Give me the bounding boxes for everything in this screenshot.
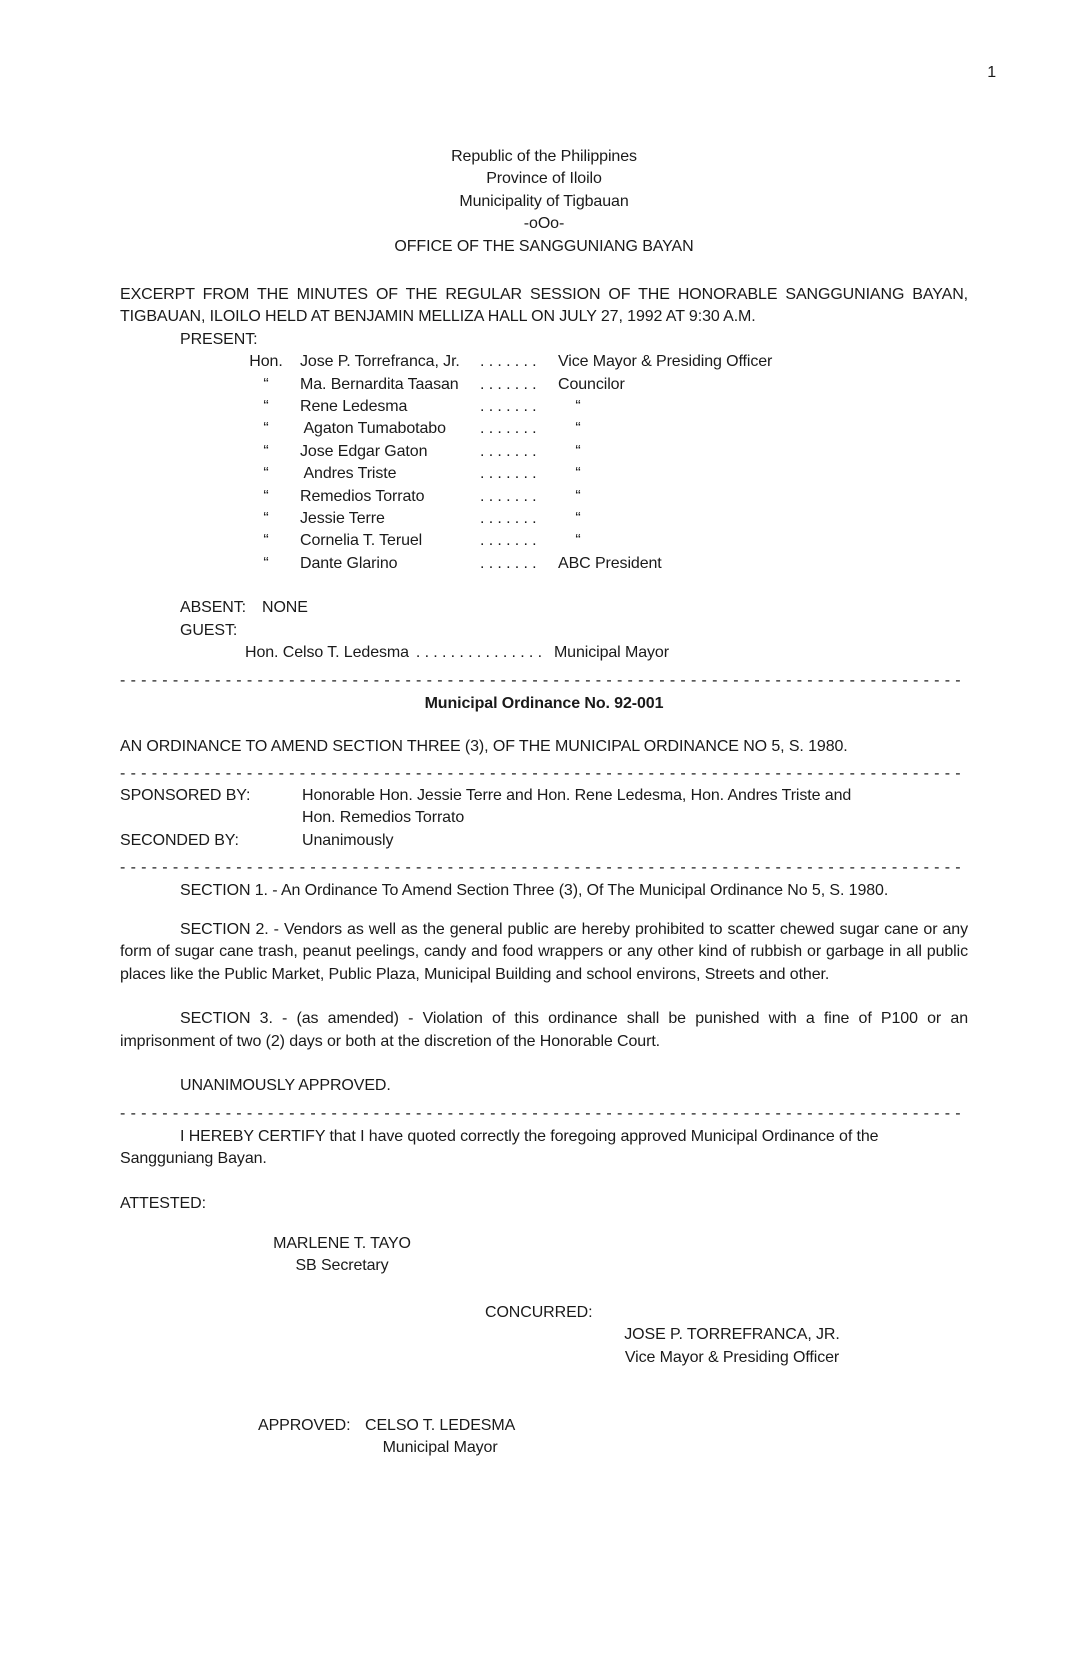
section-2-paragraph: SECTION 2. - Vendors as well as the general public are hereby prohibited to scatter chewed sugar cane or any form of sugar cane trash, peanut peelings, candy and food wrappers or any other kind of rubbish or garbage in all public places like the Public Market, Public Plaza, Municipal Building and school environs, Streets and other.	[120, 920, 968, 983]
attendee-position: “	[558, 420, 581, 438]
sponsored-value-line1: Honorable Hon. Jessie Terre and Hon. Rene Ledesma, Hon. Andres Triste and	[302, 786, 852, 804]
attendee-name: Jose P. Torrefranca, Jr.	[300, 353, 460, 371]
attendee-dots: . . . . . . .	[480, 398, 537, 416]
attendee-prefix: “	[263, 465, 269, 483]
attendee-dots: . . . . . . .	[480, 353, 537, 371]
attendee-position: Councilor	[558, 375, 625, 393]
excerpt-paragraph: EXCERPT FROM THE MINUTES OF THE REGULAR SESSION OF THE HONORABLE SANGGUNIANG BAYAN, TIGBAUAN, ILOILO HELD AT BENJAMIN MELLIZA HALL ON JULY 27, 1992 AT 9:30 A.M.	[120, 286, 968, 326]
attendee-name: Ma. Bernardita Taasan	[300, 375, 459, 393]
attendee-name: Jessie Terre	[300, 509, 385, 527]
separator-line: - - - - - - - - - - - - - - - - - - - - - - - - - - - - - - - - - - - - - - - - - - - - - - - - - - - - - - - - - - - - - - - - - - - - - - - - - - - - - - - -	[120, 764, 962, 782]
mayor-title: Municipal Mayor	[382, 1439, 498, 1457]
guest-position: Municipal Mayor	[553, 643, 669, 661]
attendee-dots: . . . . . . .	[480, 532, 537, 550]
guest-label: GUEST:	[180, 621, 238, 639]
attendee-list	[232, 351, 968, 575]
attendee-dots: . . . . . . .	[480, 420, 537, 438]
attendee-prefix: “	[263, 487, 269, 505]
attendee-position: “	[558, 398, 581, 416]
attendee-name: Remedios Torrato	[300, 487, 425, 505]
attendee-position: “	[558, 442, 581, 460]
guest-dots: . . . . . . . . . . . . . . .	[415, 643, 542, 661]
attendee-prefix: “	[263, 398, 269, 416]
mayor-signature-block	[365, 1415, 515, 1460]
seconded-value: Unanimously	[302, 831, 394, 849]
attendee-prefix: “	[263, 532, 269, 550]
attendee-row	[232, 486, 968, 508]
attendee-row	[232, 508, 968, 530]
document-header	[120, 146, 968, 258]
attendee-dots: . . . . . . .	[480, 442, 537, 460]
approval-statement: UNANIMOUSLY APPROVED.	[180, 1077, 391, 1095]
attendee-name: Agaton Tumabotabo	[300, 420, 446, 438]
mayor-name: CELSO T. LEDESMA	[365, 1417, 516, 1435]
attendee-position: “	[558, 532, 581, 550]
vice-mayor-name: JOSE P. TORREFRANCA, JR.	[624, 1326, 840, 1344]
absent-label: ABSENT:	[180, 599, 246, 617]
attendee-prefix: Hon.	[249, 353, 283, 371]
attendee-dots: . . . . . . .	[480, 375, 537, 393]
attendee-prefix: “	[263, 442, 269, 460]
sponsored-value	[302, 785, 851, 830]
attendee-name: Cornelia T. Teruel	[300, 532, 423, 550]
attendee-row	[232, 463, 968, 485]
approved-row	[258, 1415, 968, 1460]
approved-label: APPROVED:	[258, 1417, 351, 1435]
attendee-row	[232, 351, 968, 373]
attested-label: ATTESTED:	[120, 1194, 206, 1212]
absent-value: NONE	[262, 599, 308, 617]
section-1-paragraph: SECTION 1. - An Ordinance To Amend Section Three (3), Of The Municipal Ordinance No 5, S. 1980.	[180, 881, 889, 899]
separator-line: - - - - - - - - - - - - - - - - - - - - - - - - - - - - - - - - - - - - - - - - - - - - - - - - - - - - - - - - - - - - - - - - - - - - - - - - - - - - - - - -	[120, 1105, 962, 1123]
sponsored-label: SPONSORED BY:	[120, 786, 251, 804]
guest-name: Hon. Celso T. Ledesma	[245, 643, 409, 661]
attendee-name: Dante Glarino	[300, 554, 398, 572]
present-label: PRESENT:	[180, 330, 258, 348]
attendee-name: Jose Edgar Gaton	[300, 442, 428, 460]
certification-paragraph: I HEREBY CERTIFY that I have quoted correctly the foregoing approved Municipal Ordinance of the Sangguniang Bayan.	[120, 1127, 879, 1168]
header-province: Province of Iloilo	[486, 170, 602, 188]
attendee-row	[232, 374, 968, 396]
seconded-row	[120, 830, 968, 852]
attendee-row	[232, 530, 968, 552]
attendee-dots: . . . . . . .	[480, 509, 537, 527]
separator-line: - - - - - - - - - - - - - - - - - - - - - - - - - - - - - - - - - - - - - - - - - - - - - - - - - - - - - - - - - - - - - - - - - - - - - - - - - - - - - - - -	[120, 859, 962, 877]
absent-row	[180, 597, 968, 619]
attendee-row	[232, 396, 968, 418]
attendee-prefix: “	[263, 420, 269, 438]
guest-row	[245, 642, 968, 664]
header-ooo-divider: -oOo-	[523, 215, 565, 233]
attendee-prefix: “	[263, 509, 269, 527]
attendee-dots: . . . . . . .	[480, 465, 537, 483]
concurred-label: CONCURRED:	[485, 1303, 593, 1321]
secretary-signature-block	[232, 1233, 452, 1278]
secretary-name: MARLENE T. TAYO	[273, 1235, 411, 1253]
header-municipality: Municipality of Tigbauan	[459, 192, 629, 210]
attendee-dots: . . . . . . .	[480, 487, 537, 505]
header-office: OFFICE OF THE SANGGUNIANG BAYAN	[394, 237, 694, 255]
sponsored-value-line2: Hon. Remedios Torrato	[302, 809, 465, 827]
attendee-position: “	[558, 465, 581, 483]
sponsored-row	[120, 785, 968, 830]
attendee-row	[232, 418, 968, 440]
attendee-name: Andres Triste	[300, 465, 397, 483]
page-number: 1	[987, 64, 996, 81]
vice-mayor-signature-block	[582, 1324, 882, 1369]
attendee-row	[232, 441, 968, 463]
attendee-row	[232, 553, 968, 575]
header-republic: Republic of the Philippines	[451, 148, 637, 165]
attendee-dots: . . . . . . .	[480, 554, 537, 572]
attendee-position: ABC President	[558, 554, 662, 572]
section-3-paragraph: SECTION 3. - (as amended) - Violation of this ordinance shall be punished with a fine of P100 or an imprisonment of two (2) days or both at the discretion of the Honorable Court.	[120, 1010, 968, 1050]
attendee-name: Rene Ledesma	[300, 398, 408, 416]
secretary-title: SB Secretary	[295, 1257, 389, 1275]
ordinance-subject: AN ORDINANCE TO AMEND SECTION THREE (3), OF THE MUNICIPAL ORDINANCE NO 5, S. 1980.	[120, 738, 848, 756]
attendee-prefix: “	[263, 554, 269, 572]
separator-line: - - - - - - - - - - - - - - - - - - - - - - - - - - - - - - - - - - - - - - - - - - - - - - - - - - - - - - - - - - - - - - - - - - - - - - - - - - - - - - - -	[120, 672, 962, 690]
attendee-position: “	[558, 509, 581, 527]
attendee-prefix: “	[263, 375, 269, 393]
ordinance-title: Municipal Ordinance No. 92-001	[424, 694, 664, 712]
attendee-position: “	[558, 487, 581, 505]
attendee-position: Vice Mayor & Presiding Officer	[558, 353, 773, 371]
seconded-label: SECONDED BY:	[120, 831, 239, 849]
vice-mayor-title: Vice Mayor & Presiding Officer	[624, 1348, 840, 1366]
